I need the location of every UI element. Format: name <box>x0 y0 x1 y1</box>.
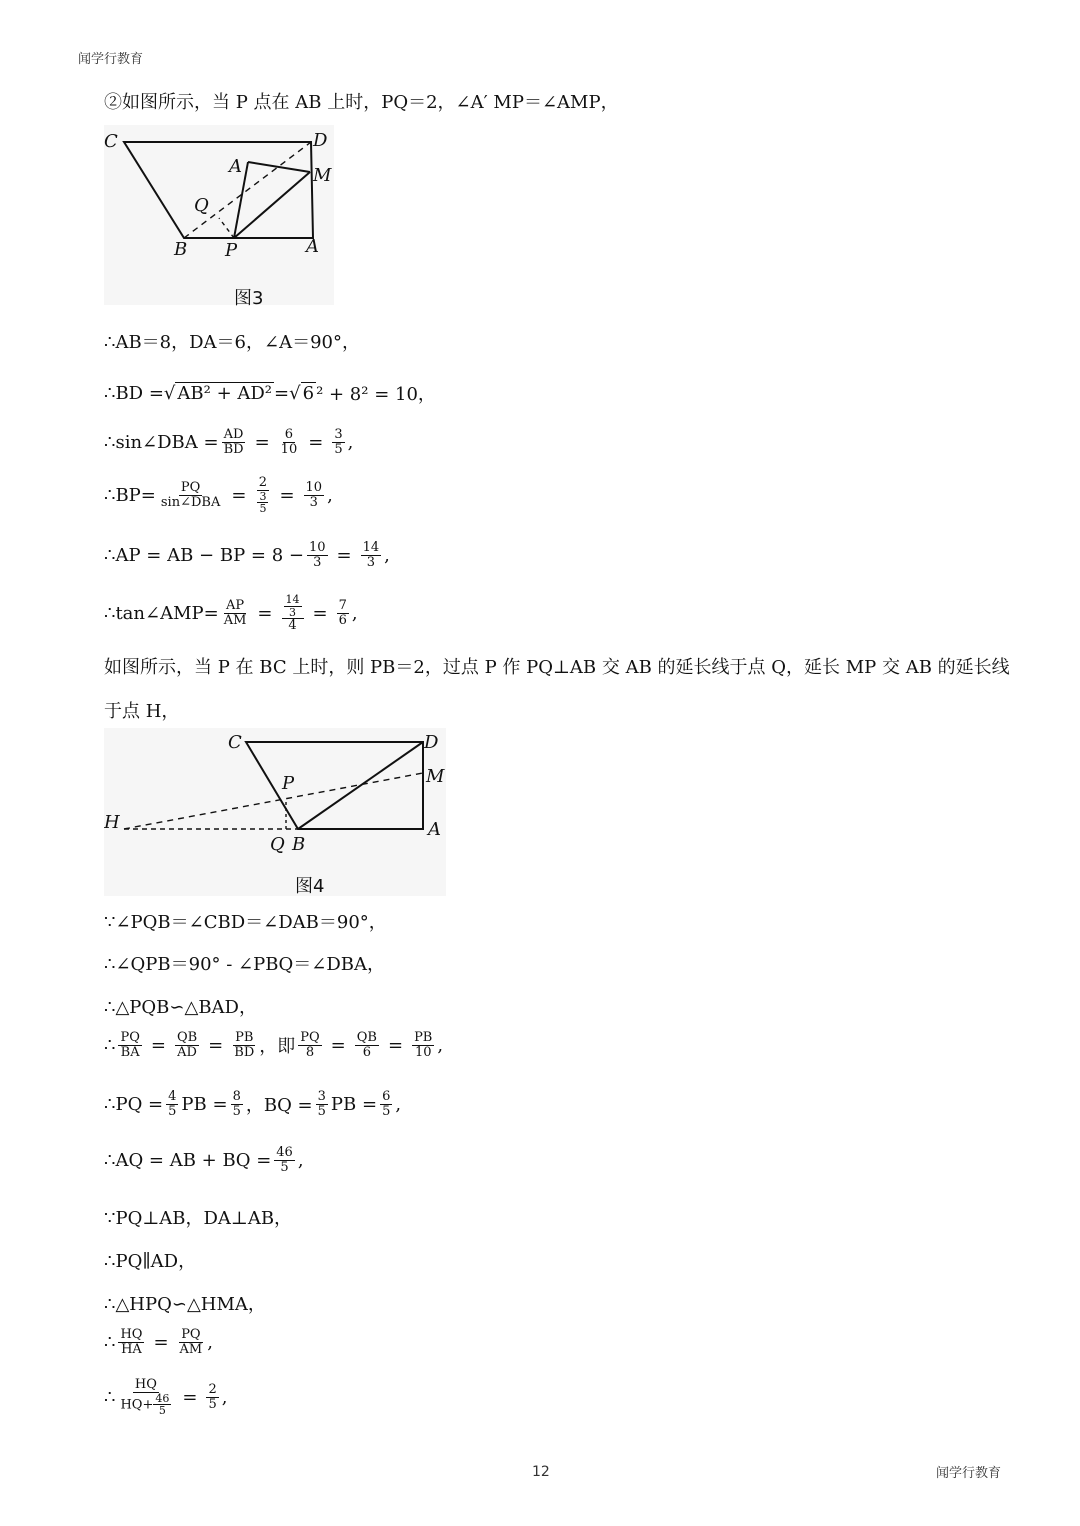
step-t7: ∵PQ⊥AB，DA⊥AB， <box>104 1208 293 1229</box>
label-h: H <box>104 812 120 833</box>
page-number: 12 <box>532 1464 550 1480</box>
label-a: A <box>306 236 319 257</box>
label-a-prime: A <box>229 156 242 177</box>
label-d: D <box>424 732 439 753</box>
figure-4-bg <box>104 728 446 896</box>
figure-4 <box>104 728 446 896</box>
label-p: P <box>225 240 238 261</box>
step-t6: ∴AQ = AB + BQ = $\frac{46}{5}$ , <box>104 1145 304 1175</box>
step-5: ∴AP = AB − BP = 8 − $\frac{10}{3}$ = $\frac{14}{3}$ , <box>104 540 390 570</box>
label-b: B <box>174 239 188 260</box>
label-q: Q <box>194 195 209 216</box>
step-t10: ∴ $\frac{HQ}{HA}$ = $\frac{PQ}{AM}$ , <box>104 1327 213 1357</box>
figure-4-caption: 图4 <box>295 876 325 897</box>
label-m: M <box>313 165 332 186</box>
step-t8: ∴PQ∥AD， <box>104 1251 197 1272</box>
figure-4-diagram <box>104 728 446 896</box>
step-t1: ∵∠PQB＝∠CBD＝∠DAB＝90°， <box>104 912 387 933</box>
step-t9: ∴△HPQ∽△HMA， <box>104 1294 266 1315</box>
footer-brand: 闻学行教育 <box>936 1466 1002 1481</box>
figure-3-caption: 图3 <box>234 288 264 309</box>
label-d: D <box>313 130 328 151</box>
label-q: Q <box>270 834 285 855</box>
step-t2: ∴∠QPB＝90° - ∠PBQ＝∠DBA， <box>104 954 385 975</box>
step-4: ∴BP= $\frac{PQ}{\text{sin∠DBA}}$ = $\frac{2}{\frac{3}{5}}$ = $\frac{10}{3}$ , <box>104 475 333 516</box>
step-t4: ∴ $\frac{PQ}{BA}$ = $\frac{QB}{AD}$ = $\frac{PB}{BD}$ ，即 $\frac{PQ}{8}$ = $\frac{QB}{6}$ = $\frac{PB}{10}$ , <box>104 1030 444 1060</box>
label-m: M <box>426 766 445 787</box>
step-6: ∴tan∠AMP= $\frac{AP}{AM}$ = $\frac{\frac{14}{3}}{4}$ = $\frac{7}{6}$ , <box>104 593 358 634</box>
step-3: ∴sin∠DBA = $\frac{AD}{BD}$ = $\frac{6}{10}$ = $\frac{3}{5}$ , <box>104 427 354 457</box>
label-p: P <box>282 773 295 794</box>
step-1: ∴AB＝8，DA＝6，∠A＝90°， <box>104 332 360 353</box>
label-c: C <box>104 131 118 152</box>
figure-3 <box>104 125 334 305</box>
para-2-line-1: 如图所示，当 P 在 BC 上时，则 PB＝2，过点 P 作 PQ⊥AB 交 AB 的延长线于点 Q，延长 MP 交 AB 的延长线 <box>104 657 1010 678</box>
para-2-line-2: 于点 H， <box>104 701 180 722</box>
intro-line: ②如图所示，当 P 点在 AB 上时，PQ＝2，∠A′ MP＝∠AMP， <box>104 92 619 113</box>
step-t11: ∴ HQ HQ+ $\frac{46}{5}$ = $\frac{2}{5}$ , <box>104 1377 228 1418</box>
header-brand: 闻学行教育 <box>78 52 144 67</box>
label-b: B <box>292 834 306 855</box>
figure-3-bg <box>104 125 334 305</box>
step-2: ∴BD = √ AB² + AD² = √ 6 ² + 8² = 10， <box>104 382 436 405</box>
step-t5: ∴PQ = $\frac{4}{5}$ PB = $\frac{8}{5}$ ，BQ = $\frac{3}{5}$ PB = $\frac{6}{5}$ , <box>104 1089 402 1119</box>
figure-3-diagram <box>104 125 334 305</box>
label-a: A <box>428 819 441 840</box>
label-c: C <box>228 732 242 753</box>
step-t3: ∴△PQB∽△BAD， <box>104 997 257 1018</box>
